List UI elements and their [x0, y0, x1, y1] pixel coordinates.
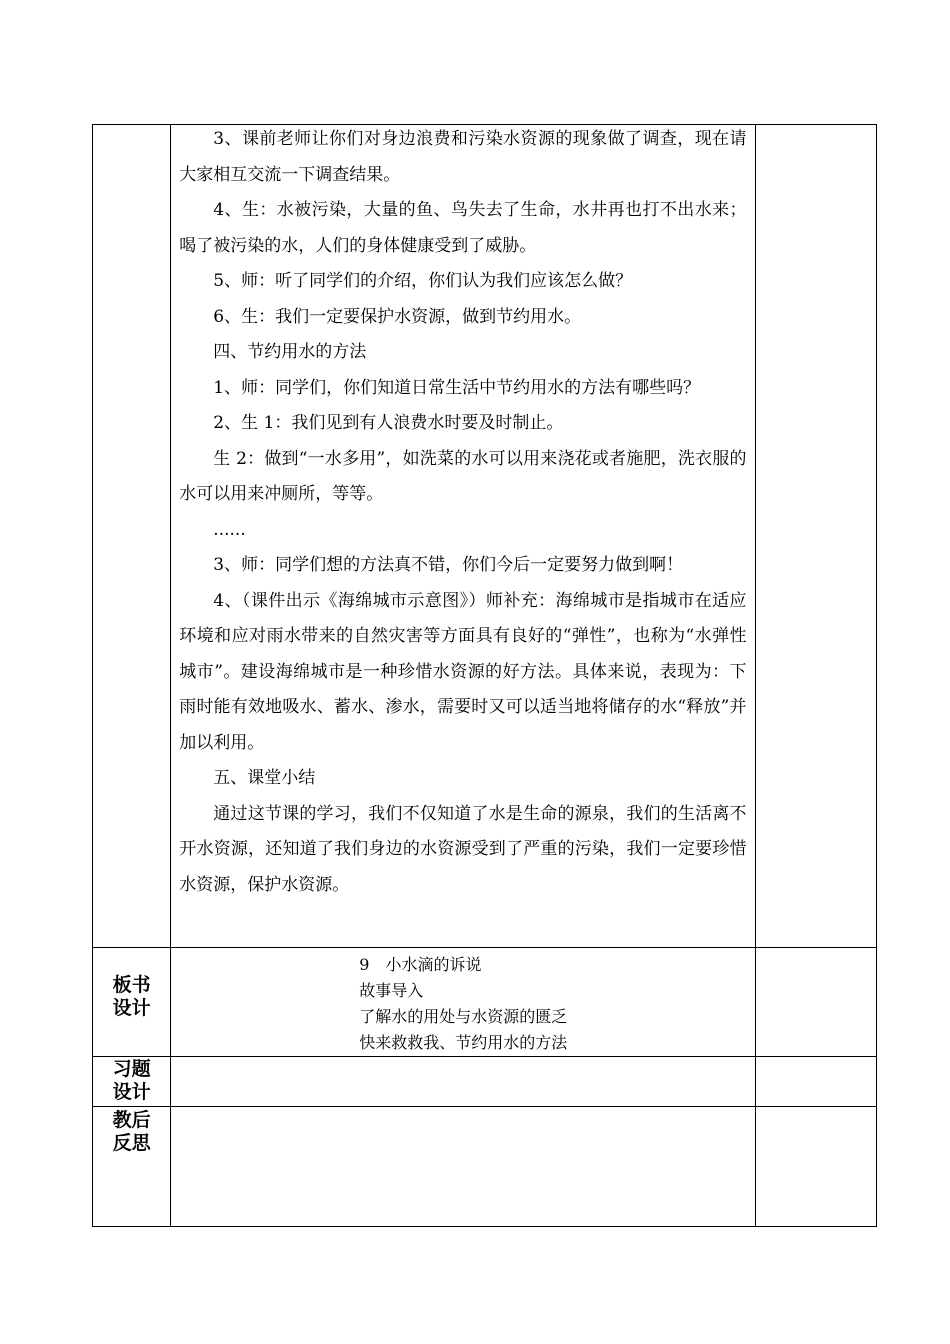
side-cell	[755, 1057, 876, 1107]
label-line: 板书	[112, 974, 151, 996]
side-cell	[755, 125, 876, 948]
board-label	[93, 948, 170, 1020]
reflection-row	[93, 1107, 877, 1227]
board-line: 了解水的用处与水资源的匮乏	[359, 1007, 568, 1026]
section-heading: 四、节约用水的方法	[213, 342, 367, 362]
exercise-design-row	[93, 1057, 877, 1107]
reflection-label-cell	[93, 1107, 171, 1227]
exercise-content-cell	[171, 1057, 755, 1107]
paragraph: 通过这节课的学习，我们不仅知道了水是生命的源泉，我们的生活离不开水资源，还知道了我们身边的水资源受到了严重的污染，我们一定要珍惜水资源，保护水资源。	[179, 803, 747, 895]
paragraph: 6、生：我们一定要保护水资源，做到节约用水。	[213, 306, 582, 327]
label-line: 教后	[112, 1109, 151, 1131]
board-line: 故事导入	[359, 981, 424, 1000]
lesson-content-cell	[171, 125, 755, 948]
lesson-body	[171, 122, 754, 903]
side-cell	[755, 1107, 876, 1227]
label-line: 设计	[112, 1081, 151, 1103]
paragraph: 3、课前老师让你们对身边浪费和污染水资源的现象做了调查，现在请大家相互交流一下调查结果。	[179, 129, 747, 185]
paragraph: 4、生：水被污染，大量的鱼、鸟失去了生命，水井再也打不出水来；喝了被污染的水，人们的身体健康受到了威胁。	[179, 200, 747, 256]
paragraph: 2、生 1：我们见到有人浪费水时要及时制止。	[213, 413, 564, 433]
label-line: 习题	[112, 1058, 151, 1080]
board-design-row	[93, 948, 877, 1057]
ellipsis: ......	[213, 519, 246, 540]
section-heading: 五、课堂小结	[213, 768, 316, 788]
board-content-cell	[171, 948, 755, 1057]
paragraph: 5、师：听了同学们的介绍，你们认为我们应该怎么做？	[213, 271, 633, 291]
paragraph: 生 2：做到“一水多用”，如洗菜的水可以用来浇花或者施肥，洗衣服的水可以用来冲厕所，等等。	[179, 448, 747, 504]
exercise-label-cell	[93, 1057, 171, 1107]
exercise-label	[93, 1057, 170, 1104]
paragraph: 1、师：同学们，你们知道日常生活中节约用水的方法有哪些吗？	[213, 377, 701, 398]
paragraph: 3、师：同学们想的方法真不错，你们今后一定要努力做到啊！	[213, 555, 684, 575]
empty-label-cell	[93, 125, 171, 948]
reflection-content-cell	[171, 1107, 755, 1227]
reflection-label	[93, 1107, 170, 1155]
board-title: 9 小水滴的诉说	[359, 955, 482, 974]
side-cell	[755, 948, 876, 1057]
label-line: 反思	[112, 1132, 151, 1154]
label-line: 设计	[112, 997, 151, 1019]
board-lines	[171, 948, 754, 1056]
lesson-content-row	[93, 125, 877, 948]
board-label-cell	[93, 948, 171, 1057]
paragraph: 4、（课件出示《海绵城市示意图》）师补充：海绵城市是指城市在适应环境和应对雨水带来的自然灾害等方面具有良好的“弹性”，也称为“水弹性城市”。建设海绵城市是一种珍惜水资源的好方法。具体来说，表现为：下雨时能有效地吸水、蓄水、渗水，需要时又可以适当地将储存的水“释放”并加以利用。	[179, 590, 747, 753]
lesson-plan-table	[92, 124, 877, 1227]
board-line: 快来救救我、节约用水的方法	[359, 1033, 568, 1052]
